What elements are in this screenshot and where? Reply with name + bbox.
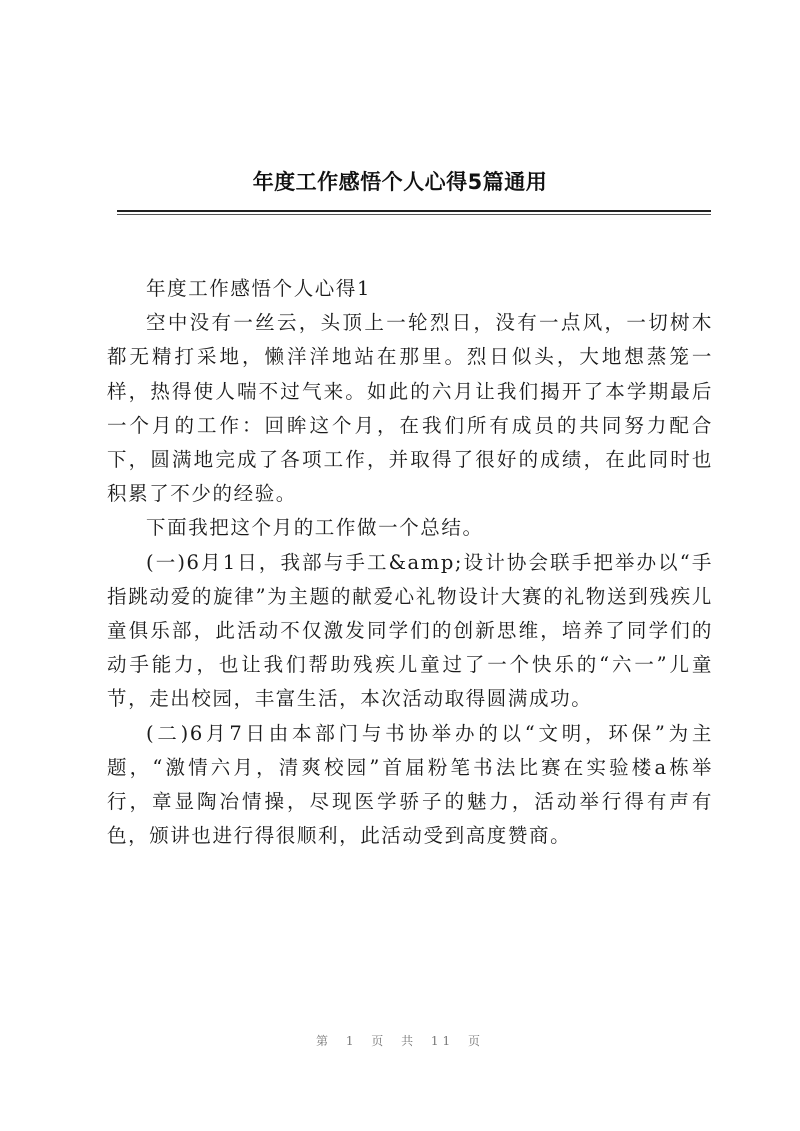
section-heading: 年度工作感悟个人心得1 <box>146 277 372 300</box>
document-title: 年度工作感悟个人心得5篇通用 <box>252 170 548 194</box>
title-divider-thick <box>117 210 711 212</box>
paragraph: (一)6月1日，我部与手工&amp;设计协会联手把举办以“手指跳动爱的旋律”为主题的献爱心礼物设计大赛的礼物送到残疾儿童俱乐部，此活动不仅激发同学们的创新思维，培养了同学们的动手能力，也让我们帮助残疾儿童过了一个快乐的“六一”儿童节，走出校园，丰富生活，本次活动取得圆满成功。 <box>107 550 713 711</box>
paragraph: 下面我把这个月的工作做一个总结。 <box>146 516 484 540</box>
page-footer: 第 1 页 共 11 页 <box>316 1034 484 1048</box>
document-body <box>107 272 713 853</box>
paragraph: 空中没有一丝云，头顶上一轮烈日，没有一点风，一切树木都无精打采地，懒洋洋地站在那里。烈日似头，大地想蒸笼一样，热得使人喘不过气来。如此的六月让我们揭开了本学期最后一个月的工作：回眸这个月，在我们所有成员的共同努力配合下，圆满地完成了各项工作，并取得了很好的成绩，在此同时也积累了不少的经验。 <box>107 311 713 506</box>
title-divider-thin <box>117 214 711 215</box>
paragraph: (二)6月7日由本部门与书协举办的以“文明，环保”为主题，“激情六月，清爽校园”首届粉笔书法比赛在实验楼a栋举行，章显陶冶情操，尽现医学骄子的魅力，活动举行得有声有色，颁讲也进行得很顺利，此活动受到高度赞商。 <box>107 721 713 848</box>
